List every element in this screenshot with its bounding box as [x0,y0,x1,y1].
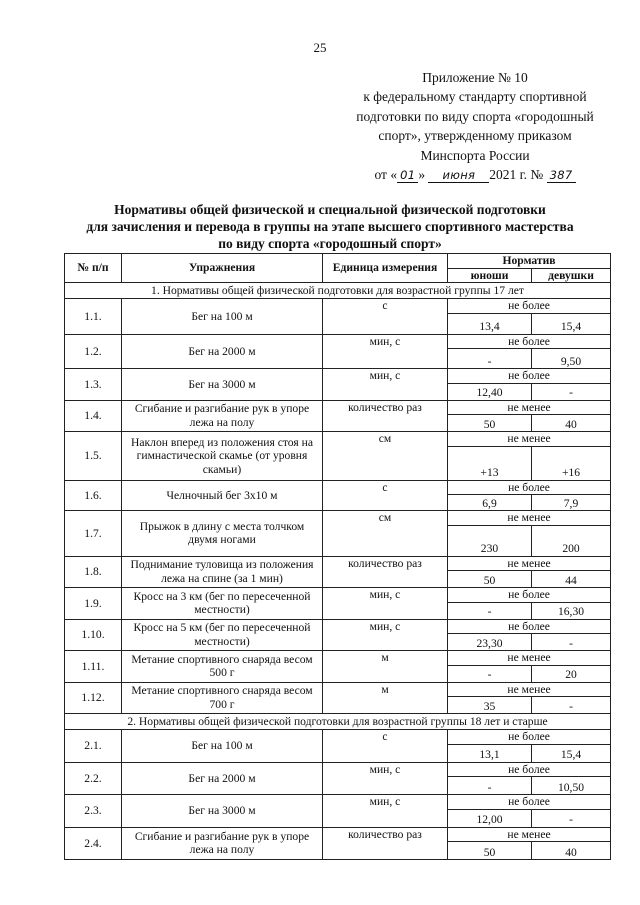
row-girls-value: 9,50 [532,349,611,369]
row-boys-value: 6,9 [448,495,532,511]
row-condition: не более [448,619,611,634]
page-number: 25 [313,40,327,55]
row-number: 2.1. [65,730,122,763]
section-title: 2. Нормативы общей физической подготовки для возрастной группы 18 лет и старше [65,714,611,730]
appendix-line: подготовки по виду спорта «городошный [356,108,594,124]
row-boys-value: - [448,665,532,682]
appendix-line: к федеральному стандарту спортивной [363,89,587,105]
row-unit: мин, с [323,334,448,369]
row-boys-value: - [448,602,532,619]
row-exercise: Метание спортивного снаряда весом 500 г [122,651,323,683]
row-boys-value: 35 [448,697,532,714]
row-exercise: Поднимание туловища из положения лежа на спине (за 1 мин) [122,556,323,588]
row-girls-value: - [532,809,611,827]
table-row [65,795,611,810]
row-number: 1.2. [65,334,122,369]
row-girls-value: +16 [532,446,611,480]
table-row [65,334,611,349]
row-unit: мин, с [323,619,448,651]
row-number: 1.11. [65,651,122,683]
row-exercise: Бег на 3000 м [122,795,323,828]
row-unit: мин, с [323,762,448,795]
table-row [65,651,611,666]
header-girls: девушки [532,268,611,283]
row-boys-value: 50 [448,571,532,588]
row-condition: не более [448,762,611,777]
appendix-line: Приложение № 10 [422,70,528,85]
row-number: 2.3. [65,795,122,828]
appendix-block [330,68,620,185]
row-boys-value: - [448,349,532,369]
table-row [65,480,611,495]
section-title: 1. Нормативы общей физической подготовки для возрастной группы 17 лет [65,283,611,299]
row-exercise: Бег на 2000 м [122,762,323,795]
row-number: 1.7. [65,511,122,557]
table-row [65,827,611,842]
row-exercise: Метание спортивного снаряда весом 700 г [122,682,323,714]
row-exercise: Сгибание и разгибание рук в упоре лежа на полу [122,827,323,860]
title-line: по виду спорта «городошный спорт» [218,236,442,251]
header-norm: Норматив [448,254,611,269]
title-line: Нормативы общей физической и специальной физической подготовки [114,202,546,217]
row-unit: количество раз [323,400,448,432]
table-row [65,511,611,526]
row-condition: не более [448,369,611,384]
row-exercise: Челночный бег 3х10 м [122,480,323,511]
row-unit: м [323,651,448,683]
row-boys-value: 12,00 [448,809,532,827]
row-number: 1.6. [65,480,122,511]
row-number: 1.8. [65,556,122,588]
header-num: № п/п [65,254,122,283]
row-number: 1.1. [65,299,122,335]
row-number: 2.4. [65,827,122,860]
row-exercise: Прыжок в длину с места толчком двумя ногами [122,511,323,557]
row-girls-value: 10,50 [532,777,611,795]
title-line: для зачисления и перевода в группы на этапе высшего спортивного мастерства [86,219,574,234]
row-condition: не менее [448,400,611,415]
row-condition: не менее [448,556,611,571]
row-unit: с [323,299,448,335]
table-row [65,762,611,777]
table-row [65,369,611,384]
document-title [40,201,620,252]
row-boys-value: 230 [448,525,532,556]
row-exercise: Бег на 3000 м [122,369,323,401]
order-date-line [330,165,620,185]
row-exercise: Бег на 100 м [122,299,323,335]
row-unit: см [323,511,448,557]
row-unit: мин, с [323,795,448,828]
row-girls-value: 15,4 [532,744,611,762]
row-girls-value: 20 [532,665,611,682]
date-year: 2021 г. № [489,167,544,183]
row-unit: с [323,480,448,511]
row-condition: не менее [448,827,611,842]
header-boys: юноши [448,268,532,283]
row-unit: см [323,432,448,481]
row-boys-value: 23,30 [448,634,532,651]
row-exercise: Сгибание и разгибание рук в упоре лежа на полу [122,400,323,432]
row-condition: не более [448,730,611,745]
row-girls-value: 44 [532,571,611,588]
table-row [65,400,611,415]
row-girls-value: 40 [532,415,611,432]
section-row [65,714,611,730]
row-condition: не более [448,480,611,495]
row-condition: не более [448,588,611,603]
appendix-line: спорт», утвержденному приказом [378,128,572,144]
row-girls-value: - [532,383,611,400]
row-unit: м [323,682,448,714]
date-month-handwritten: июня [428,168,489,183]
row-condition: не более [448,299,611,314]
row-unit: мин, с [323,588,448,620]
table-row [65,682,611,697]
norms-table [64,253,611,860]
row-boys-value: 50 [448,415,532,432]
table-row [65,556,611,571]
row-exercise: Кросс на 5 км (бег по пересеченной местности) [122,619,323,651]
row-condition: не менее [448,511,611,526]
table-row [65,619,611,634]
row-number: 1.12. [65,682,122,714]
section-row [65,283,611,299]
row-exercise: Бег на 2000 м [122,334,323,369]
appendix-line: Минспорта России [420,147,530,163]
row-girls-value: - [532,634,611,651]
row-girls-value: 200 [532,525,611,556]
row-unit: количество раз [323,556,448,588]
row-number: 1.9. [65,588,122,620]
row-girls-value: - [532,697,611,714]
row-girls-value: 7,9 [532,495,611,511]
row-condition: не менее [448,651,611,666]
row-exercise: Кросс на 3 км (бег по пересеченной местности) [122,588,323,620]
row-unit: с [323,730,448,763]
table-row [65,730,611,745]
row-boys-value: - [448,777,532,795]
table-row [65,588,611,603]
row-condition: не менее [448,682,611,697]
row-exercise: Бег на 100 м [122,730,323,763]
row-condition: не более [448,795,611,810]
row-boys-value: 12,40 [448,383,532,400]
row-number: 1.4. [65,400,122,432]
row-boys-value: 50 [448,842,532,860]
row-exercise: Наклон вперед из положения стоя на гимнастической скамье (от уровня скамьи) [122,432,323,481]
table-row [65,299,611,314]
row-number: 1.10. [65,619,122,651]
row-boys-value: 13,1 [448,744,532,762]
row-boys-value: +13 [448,446,532,480]
row-girls-value: 40 [532,842,611,860]
table-body [65,283,611,860]
row-condition: не менее [448,432,611,447]
row-girls-value: 16,30 [532,602,611,619]
date-day-handwritten: 01 [397,168,418,183]
header-unit: Единица измерения [323,254,448,283]
row-condition: не более [448,334,611,349]
date-mid: » [418,167,426,183]
date-prefix: от « [374,167,398,183]
order-number-handwritten: 387 [547,168,576,183]
row-number: 1.5. [65,432,122,481]
row-number: 1.3. [65,369,122,401]
row-unit: количество раз [323,827,448,860]
row-girls-value: 15,4 [532,313,611,334]
row-number: 2.2. [65,762,122,795]
row-boys-value: 13,4 [448,313,532,334]
header-exercise: Упражнения [122,254,323,283]
table-row [65,432,611,447]
row-unit: мин, с [323,369,448,401]
